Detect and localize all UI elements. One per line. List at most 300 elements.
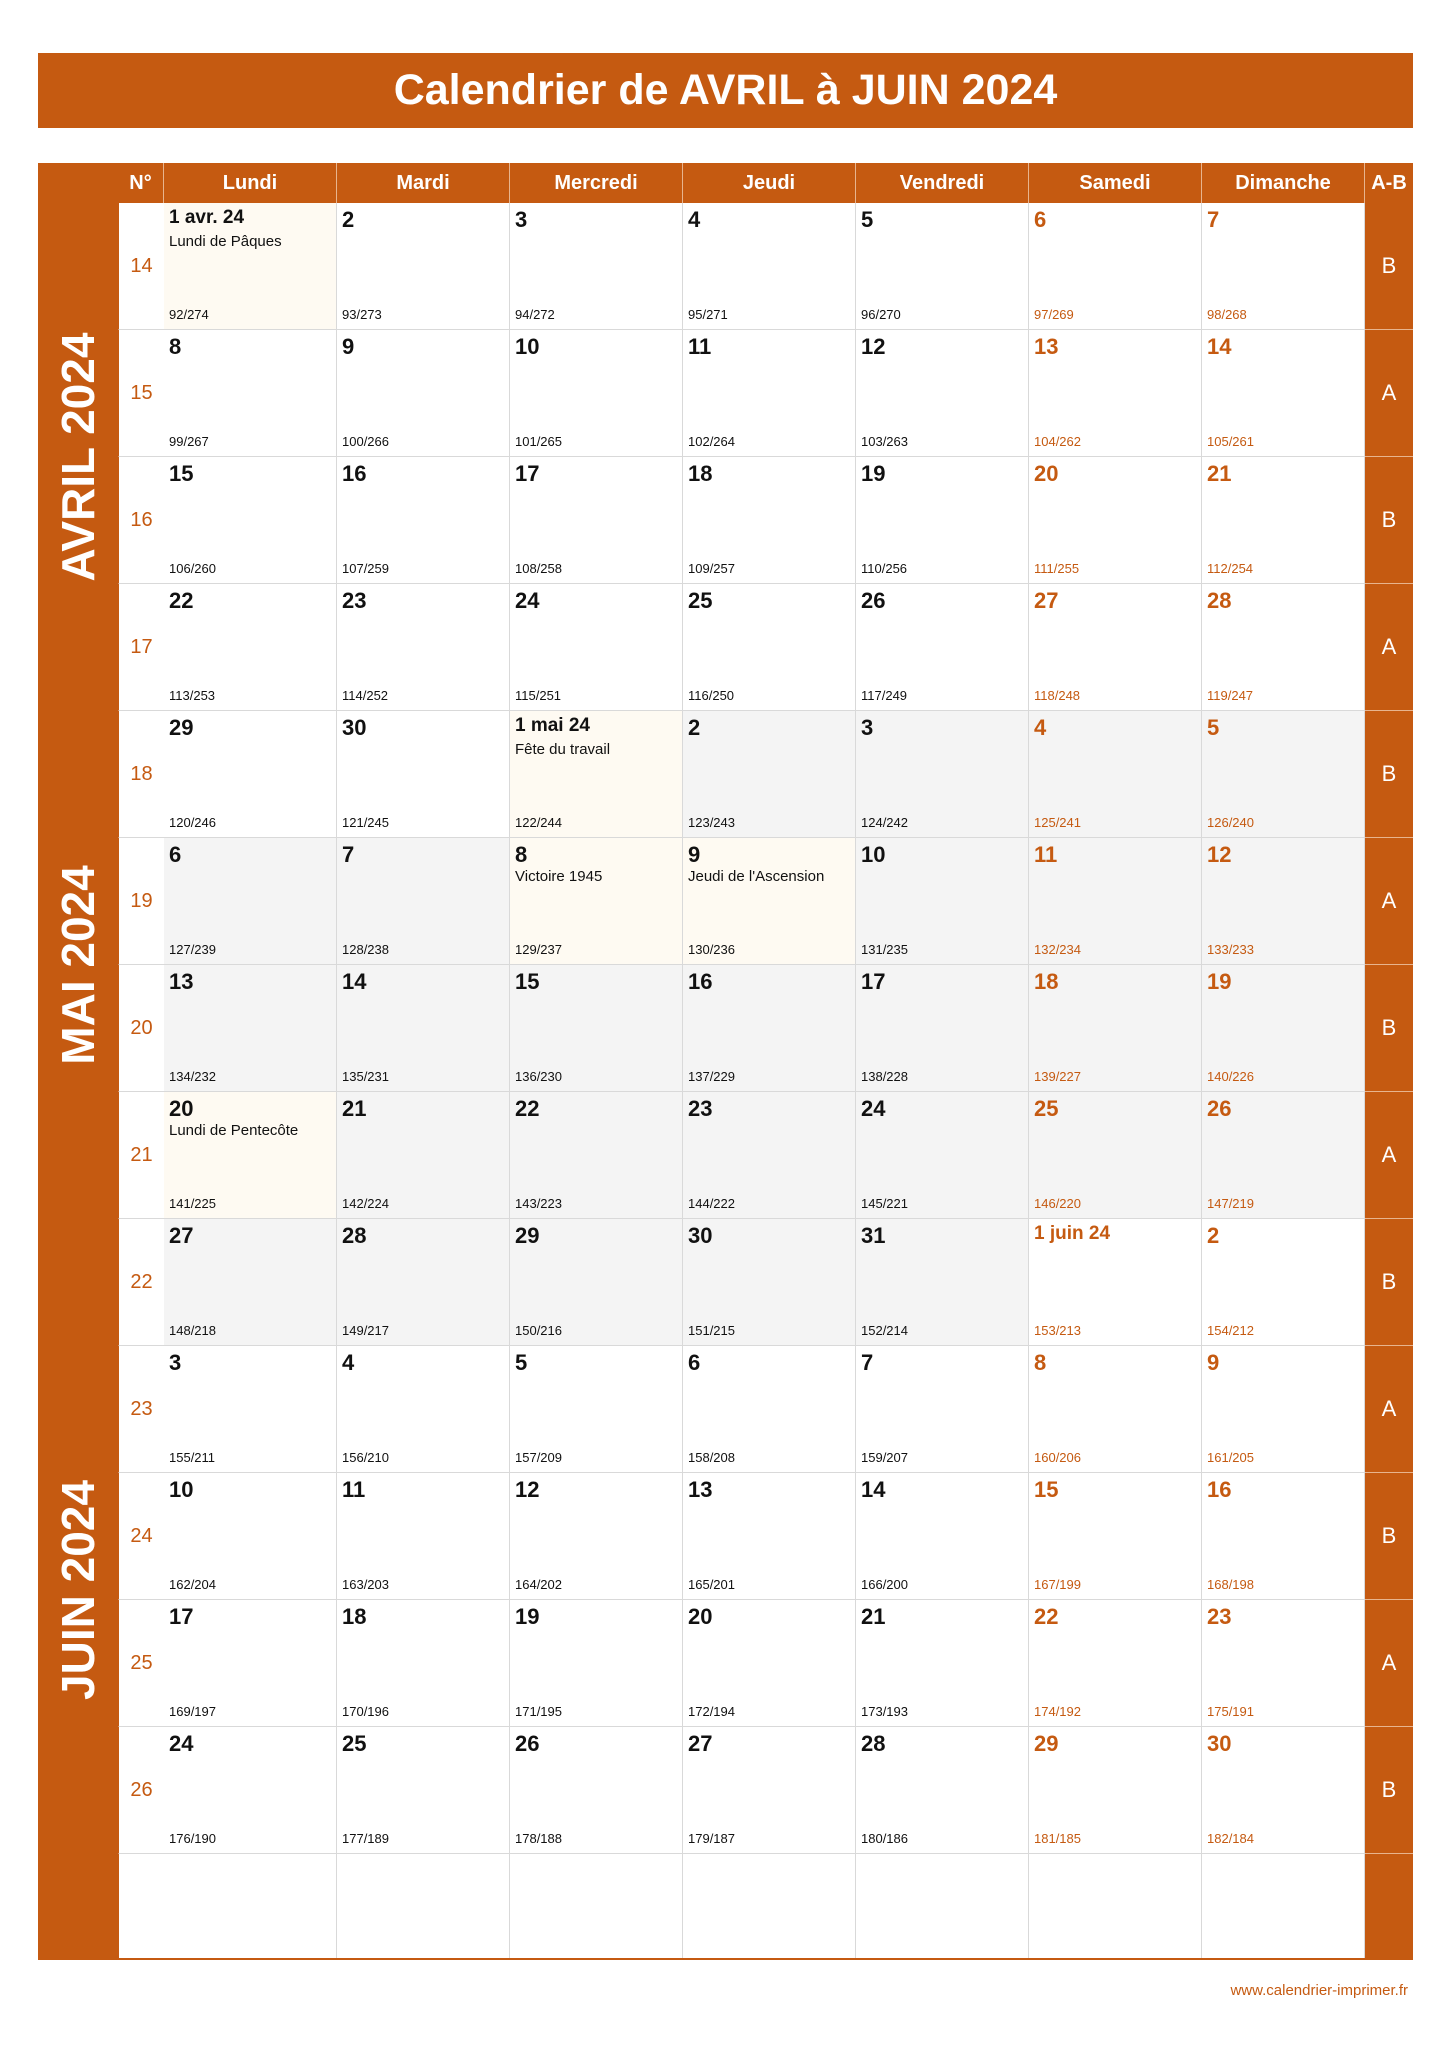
day-cell-wed[interactable] (510, 330, 683, 457)
day-cell-sun[interactable] (1202, 457, 1365, 584)
day-number: 19 (1207, 969, 1232, 994)
day-of-year: 149/217 (342, 1323, 389, 1338)
day-number: 28 (342, 1223, 367, 1248)
week-number-empty (118, 1854, 164, 1960)
day-of-year: 109/257 (688, 561, 735, 576)
day-cell-mon[interactable] (164, 203, 337, 330)
day-cell-tue[interactable] (337, 203, 510, 330)
day-of-year: 115/251 (515, 688, 562, 703)
day-of-year: 173/193 (861, 1704, 908, 1719)
day-number: 19 (515, 1604, 540, 1629)
day-of-year: 164/202 (515, 1577, 562, 1592)
day-number: 24 (861, 1096, 886, 1121)
day-of-year: 138/228 (861, 1069, 908, 1084)
header-tuesday: Mardi (337, 163, 510, 203)
day-cell-thu[interactable] (683, 457, 856, 584)
day-cell-wed[interactable] (510, 1346, 683, 1473)
day-number: 19 (861, 461, 886, 486)
day-cell-wed[interactable] (510, 1473, 683, 1600)
day-of-year: 169/197 (169, 1704, 216, 1719)
day-cell-sun[interactable] (1202, 838, 1365, 965)
week-number: 22 (118, 1219, 164, 1346)
day-cell-sun[interactable] (1202, 1600, 1365, 1727)
day-number: 6 (688, 1350, 701, 1375)
day-cell-sun[interactable] (1202, 1727, 1365, 1854)
day-cell-mon[interactable] (164, 1346, 337, 1473)
day-number: 6 (169, 842, 182, 867)
day-cell-thu[interactable] (683, 711, 856, 838)
day-number: 28 (1207, 588, 1232, 613)
day-number: 2 (1207, 1223, 1220, 1248)
month-band-june (38, 1219, 118, 1960)
day-number: 10 (861, 842, 886, 867)
day-of-year: 152/214 (861, 1323, 908, 1338)
day-number: 24 (169, 1731, 194, 1756)
day-number: 30 (688, 1223, 713, 1248)
day-number: 4 (342, 1350, 355, 1375)
day-number: 22 (169, 588, 194, 613)
day-of-year: 92/274 (169, 307, 209, 322)
day-of-year: 111/255 (1034, 561, 1080, 576)
day-cell-thu[interactable] (683, 1473, 856, 1600)
day-cell-mon[interactable] (164, 965, 337, 1092)
day-of-year: 96/270 (861, 307, 901, 322)
day-cell-sat[interactable] (1029, 838, 1202, 965)
day-cell-tue[interactable] (337, 1346, 510, 1473)
day-cell-mon[interactable] (164, 1092, 337, 1219)
day-of-year: 171/195 (515, 1704, 562, 1719)
month-label-april: AVRIL 2024 (52, 332, 104, 582)
day-cell-mon[interactable] (164, 330, 337, 457)
day-of-year: 180/186 (861, 1831, 908, 1846)
week-ab-label: B (1365, 457, 1413, 584)
day-cell-sat[interactable] (1029, 1219, 1202, 1346)
day-cell-sat[interactable] (1029, 1600, 1202, 1727)
day-of-year: 94/272 (515, 307, 555, 322)
day-number: 9 (1207, 1350, 1220, 1375)
day-number: 15 (515, 969, 540, 994)
day-number: 22 (1034, 1604, 1059, 1629)
day-cell-mon[interactable] (164, 1219, 337, 1346)
day-number: 7 (1207, 207, 1220, 232)
day-cell-mon[interactable] (164, 1473, 337, 1600)
week-number: 23 (118, 1346, 164, 1473)
day-cell-fri[interactable] (856, 1092, 1029, 1219)
ab-header: A-B (1371, 171, 1407, 194)
day-of-year: 116/250 (688, 688, 735, 703)
day-number: 18 (342, 1604, 367, 1629)
day-number: 2 (688, 715, 701, 740)
day-cell-sun[interactable] (1202, 1473, 1365, 1600)
day-cell-fri[interactable] (856, 330, 1029, 457)
day-of-year: 147/219 (1207, 1196, 1254, 1211)
day-cell-sun[interactable] (1202, 1219, 1365, 1346)
day-number: 1 juin 24 (1034, 1223, 1111, 1244)
day-cell-sun[interactable] (1202, 330, 1365, 457)
day-of-year: 158/208 (688, 1450, 735, 1465)
day-number: 20 (169, 1096, 194, 1121)
day-cell-sun[interactable] (1202, 584, 1365, 711)
day-number: 17 (861, 969, 886, 994)
day-of-year: 148/218 (169, 1323, 216, 1338)
day-of-year: 130/236 (688, 942, 735, 957)
day-cell-sat[interactable] (1029, 457, 1202, 584)
day-of-year: 159/207 (861, 1450, 908, 1465)
day-number: 25 (688, 588, 713, 613)
empty-cell (337, 1854, 510, 1960)
day-cell-mon[interactable] (164, 838, 337, 965)
week-ab-label: A (1365, 330, 1413, 457)
day-of-year: 104/262 (1034, 434, 1081, 449)
day-cell-tue[interactable] (337, 1727, 510, 1854)
day-cell-mon[interactable] (164, 1600, 337, 1727)
day-of-year: 181/185 (1034, 1831, 1081, 1846)
day-of-year: 179/187 (688, 1831, 735, 1846)
day-of-year: 108/258 (515, 561, 562, 576)
day-of-year: 143/223 (515, 1196, 562, 1211)
day-number: 13 (169, 969, 194, 994)
day-number: 29 (515, 1223, 540, 1248)
week-number-header: N° (118, 163, 164, 203)
day-number: 1 avr. 24 (169, 207, 245, 228)
day-cell-sat[interactable] (1029, 584, 1202, 711)
day-of-year: 125/241 (1034, 815, 1081, 830)
day-number: 27 (1034, 588, 1059, 613)
header-friday: Vendredi (856, 163, 1029, 203)
day-of-year: 160/206 (1034, 1450, 1081, 1465)
day-number: 15 (1034, 1477, 1059, 1502)
day-number: 22 (515, 1096, 540, 1121)
day-cell-fri[interactable] (856, 1727, 1029, 1854)
day-number: 13 (1034, 334, 1059, 359)
day-of-year: 140/226 (1207, 1069, 1254, 1084)
day-cell-wed[interactable] (510, 838, 683, 965)
day-of-year: 98/268 (1207, 307, 1247, 322)
holiday-name: Lundi de Pentecôte (169, 1122, 299, 1139)
day-number: 20 (1034, 461, 1059, 486)
day-cell-thu[interactable] (683, 1346, 856, 1473)
day-of-year: 182/184 (1207, 1831, 1254, 1846)
day-cell-thu[interactable] (683, 965, 856, 1092)
day-number: 26 (1207, 1096, 1232, 1121)
day-number: 26 (861, 588, 886, 613)
week-ab-label: B (1365, 203, 1413, 330)
day-of-year: 163/203 (342, 1577, 389, 1592)
day-of-year: 178/188 (515, 1831, 562, 1846)
week-number: 20 (118, 965, 164, 1092)
day-number: 9 (342, 334, 355, 359)
day-number: 2 (342, 207, 355, 232)
day-number: 7 (861, 1350, 874, 1375)
day-number: 21 (1207, 461, 1232, 486)
day-cell-sun[interactable] (1202, 965, 1365, 1092)
day-number: 20 (688, 1604, 713, 1629)
header-wednesday: Mercredi (510, 163, 683, 203)
day-of-year: 155/211 (169, 1450, 216, 1465)
day-cell-sat[interactable] (1029, 1727, 1202, 1854)
day-cell-thu[interactable] (683, 838, 856, 965)
day-number: 17 (515, 461, 540, 486)
day-of-year: 113/253 (169, 688, 216, 703)
empty-cell (856, 1854, 1029, 1960)
day-cell-wed[interactable] (510, 584, 683, 711)
week-ab-label: B (1365, 1473, 1413, 1600)
day-cell-sat[interactable] (1029, 965, 1202, 1092)
day-of-year: 168/198 (1207, 1577, 1254, 1592)
day-cell-mon[interactable] (164, 711, 337, 838)
day-number: 10 (169, 1477, 194, 1502)
day-cell-tue[interactable] (337, 965, 510, 1092)
day-number: 12 (515, 1477, 540, 1502)
day-cell-fri[interactable] (856, 1600, 1029, 1727)
week-ab-label: A (1365, 838, 1413, 965)
day-of-year: 142/224 (342, 1196, 389, 1211)
day-of-year: 123/243 (688, 815, 735, 830)
day-cell-sat[interactable] (1029, 1092, 1202, 1219)
day-number: 16 (688, 969, 713, 994)
header-monday: Lundi (164, 163, 337, 203)
day-number: 23 (1207, 1604, 1232, 1629)
week-ab-label: A (1365, 1600, 1413, 1727)
day-cell-fri[interactable] (856, 1346, 1029, 1473)
empty-cell (164, 1854, 337, 1960)
day-cell-thu[interactable] (683, 1727, 856, 1854)
header-saturday: Samedi (1029, 163, 1202, 203)
day-cell-wed[interactable] (510, 711, 683, 838)
day-number: 25 (342, 1731, 367, 1756)
day-of-year: 151/215 (688, 1323, 735, 1338)
month-band-may (38, 711, 118, 1219)
day-cell-tue[interactable] (337, 711, 510, 838)
day-number: 8 (1034, 1350, 1047, 1375)
footer-website: www.calendrier-imprimer.fr (1230, 1982, 1408, 1999)
day-cell-mon[interactable] (164, 457, 337, 584)
day-cell-wed[interactable] (510, 1727, 683, 1854)
day-of-year: 137/229 (688, 1069, 735, 1084)
holiday-name: Lundi de Pâques (169, 233, 282, 250)
day-cell-tue[interactable] (337, 1473, 510, 1600)
day-of-year: 172/194 (688, 1704, 735, 1719)
day-number: 31 (861, 1223, 886, 1248)
day-of-year: 102/264 (688, 434, 735, 449)
day-of-year: 114/252 (342, 688, 389, 703)
day-of-year: 129/237 (515, 942, 562, 957)
header-thursday: Jeudi (683, 163, 856, 203)
day-of-year: 118/248 (1034, 688, 1081, 703)
day-number: 23 (688, 1096, 713, 1121)
day-number: 23 (342, 588, 367, 613)
day-cell-thu[interactable] (683, 1219, 856, 1346)
day-of-year: 150/216 (515, 1323, 562, 1338)
day-of-year: 133/233 (1207, 942, 1254, 957)
day-number: 5 (1207, 715, 1220, 740)
day-of-year: 146/220 (1034, 1196, 1081, 1211)
day-cell-thu[interactable] (683, 203, 856, 330)
empty-cell (1202, 1854, 1365, 1960)
empty-cell (1029, 1854, 1202, 1960)
day-cell-wed[interactable] (510, 457, 683, 584)
day-number: 26 (515, 1731, 540, 1756)
day-of-year: 135/231 (342, 1069, 389, 1084)
day-cell-wed[interactable] (510, 1600, 683, 1727)
day-cell-fri[interactable] (856, 965, 1029, 1092)
day-of-year: 134/232 (169, 1069, 216, 1084)
day-number: 14 (861, 1477, 886, 1502)
day-of-year: 110/256 (861, 561, 908, 576)
week-number: 14 (118, 203, 164, 330)
day-of-year: 139/227 (1034, 1069, 1081, 1084)
day-cell-sun[interactable] (1202, 1092, 1365, 1219)
month-band-april (38, 203, 118, 711)
day-cell-fri[interactable] (856, 457, 1029, 584)
day-cell-wed[interactable] (510, 1092, 683, 1219)
day-of-year: 157/209 (515, 1450, 562, 1465)
day-cell-sun[interactable] (1202, 711, 1365, 838)
day-number: 21 (861, 1604, 886, 1629)
day-of-year: 117/249 (861, 688, 908, 703)
week-number: 18 (118, 711, 164, 838)
day-number: 7 (342, 842, 355, 867)
day-cell-sat[interactable] (1029, 1473, 1202, 1600)
day-number: 21 (342, 1096, 367, 1121)
day-cell-tue[interactable] (337, 1600, 510, 1727)
day-of-year: 100/266 (342, 434, 389, 449)
day-number: 3 (515, 207, 528, 232)
day-number: 25 (1034, 1096, 1059, 1121)
holiday-name: Jeudi de l'Ascension (688, 868, 825, 885)
day-number: 5 (515, 1350, 528, 1375)
day-of-year: 170/196 (342, 1704, 389, 1719)
day-number: 12 (861, 334, 886, 359)
week-number: 15 (118, 330, 164, 457)
day-number: 3 (169, 1350, 182, 1375)
day-cell-tue[interactable] (337, 838, 510, 965)
day-number: 3 (861, 715, 874, 740)
week-number: 17 (118, 584, 164, 711)
week-number: 21 (118, 1092, 164, 1219)
day-of-year: 128/238 (342, 942, 389, 957)
day-cell-tue[interactable] (337, 330, 510, 457)
day-of-year: 103/263 (861, 434, 908, 449)
day-of-year: 93/273 (342, 307, 382, 322)
day-of-year: 99/267 (169, 434, 209, 449)
day-cell-thu[interactable] (683, 584, 856, 711)
day-of-year: 166/200 (861, 1577, 908, 1592)
day-number: 30 (1207, 1731, 1232, 1756)
day-number: 11 (688, 334, 712, 359)
day-cell-sat[interactable] (1029, 330, 1202, 457)
day-cell-wed[interactable] (510, 1219, 683, 1346)
day-of-year: 121/245 (342, 815, 389, 830)
day-of-year: 162/204 (169, 1577, 216, 1592)
day-cell-sat[interactable] (1029, 1346, 1202, 1473)
week-ab-label: B (1365, 1727, 1413, 1854)
day-cell-thu[interactable] (683, 330, 856, 457)
day-number: 16 (342, 461, 367, 486)
day-cell-fri[interactable] (856, 584, 1029, 711)
day-number: 4 (688, 207, 701, 232)
day-of-year: 132/234 (1034, 942, 1081, 957)
day-of-year: 167/199 (1034, 1577, 1081, 1592)
weekday-header-row (38, 163, 1413, 203)
day-cell-mon[interactable] (164, 584, 337, 711)
day-cell-tue[interactable] (337, 1092, 510, 1219)
day-cell-tue[interactable] (337, 584, 510, 711)
empty-cell (510, 1854, 683, 1960)
day-cell-wed[interactable] (510, 203, 683, 330)
day-cell-fri[interactable] (856, 1219, 1029, 1346)
day-cell-thu[interactable] (683, 1092, 856, 1219)
day-cell-sun[interactable] (1202, 203, 1365, 330)
day-of-year: 101/265 (515, 434, 562, 449)
day-of-year: 97/269 (1034, 307, 1074, 322)
day-cell-tue[interactable] (337, 1219, 510, 1346)
day-of-year: 144/222 (688, 1196, 735, 1211)
day-of-year: 126/240 (1207, 815, 1254, 830)
day-of-year: 122/244 (515, 815, 562, 830)
day-cell-sat[interactable] (1029, 203, 1202, 330)
day-of-year: 145/221 (861, 1196, 908, 1211)
week-ab-empty (1365, 1854, 1413, 1960)
day-of-year: 112/254 (1207, 561, 1254, 576)
day-of-year: 119/247 (1207, 688, 1254, 703)
day-cell-sun[interactable] (1202, 1346, 1365, 1473)
day-number: 8 (169, 334, 182, 359)
day-of-year: 124/242 (861, 815, 908, 830)
empty-cell (683, 1854, 856, 1960)
day-of-year: 131/235 (861, 942, 908, 957)
day-of-year: 136/230 (515, 1069, 562, 1084)
week-number: 25 (118, 1600, 164, 1727)
day-number: 17 (169, 1604, 194, 1629)
day-of-year: 176/190 (169, 1831, 216, 1846)
week-ab-label: B (1365, 1219, 1413, 1346)
month-label-may: MAI 2024 (52, 865, 104, 1065)
day-of-year: 95/271 (688, 307, 728, 322)
day-number: 1 mai 24 (515, 715, 590, 736)
day-cell-fri[interactable] (856, 838, 1029, 965)
day-of-year: 156/210 (342, 1450, 389, 1465)
day-cell-sat[interactable] (1029, 711, 1202, 838)
day-of-year: 177/189 (342, 1831, 389, 1846)
day-number: 5 (861, 207, 874, 232)
week-number: 16 (118, 457, 164, 584)
day-cell-tue[interactable] (337, 457, 510, 584)
day-number: 11 (1034, 842, 1058, 867)
day-of-year: 120/246 (169, 815, 216, 830)
day-cell-fri[interactable] (856, 203, 1029, 330)
header-sunday: Dimanche (1202, 163, 1365, 203)
day-of-year: 153/213 (1034, 1323, 1081, 1338)
day-number: 12 (1207, 842, 1232, 867)
day-of-year: 154/212 (1207, 1323, 1254, 1338)
week-number: 24 (118, 1473, 164, 1600)
day-cell-fri[interactable] (856, 711, 1029, 838)
day-of-year: 174/192 (1034, 1704, 1081, 1719)
day-cell-fri[interactable] (856, 1473, 1029, 1600)
day-of-year: 107/259 (342, 561, 389, 576)
day-number: 30 (342, 715, 367, 740)
day-number: 18 (1034, 969, 1059, 994)
day-number: 18 (688, 461, 713, 486)
week-ab-label: A (1365, 584, 1413, 711)
day-number: 4 (1034, 715, 1047, 740)
day-cell-wed[interactable] (510, 965, 683, 1092)
day-number: 27 (688, 1731, 713, 1756)
day-number: 28 (861, 1731, 886, 1756)
day-cell-thu[interactable] (683, 1600, 856, 1727)
day-cell-mon[interactable] (164, 1727, 337, 1854)
